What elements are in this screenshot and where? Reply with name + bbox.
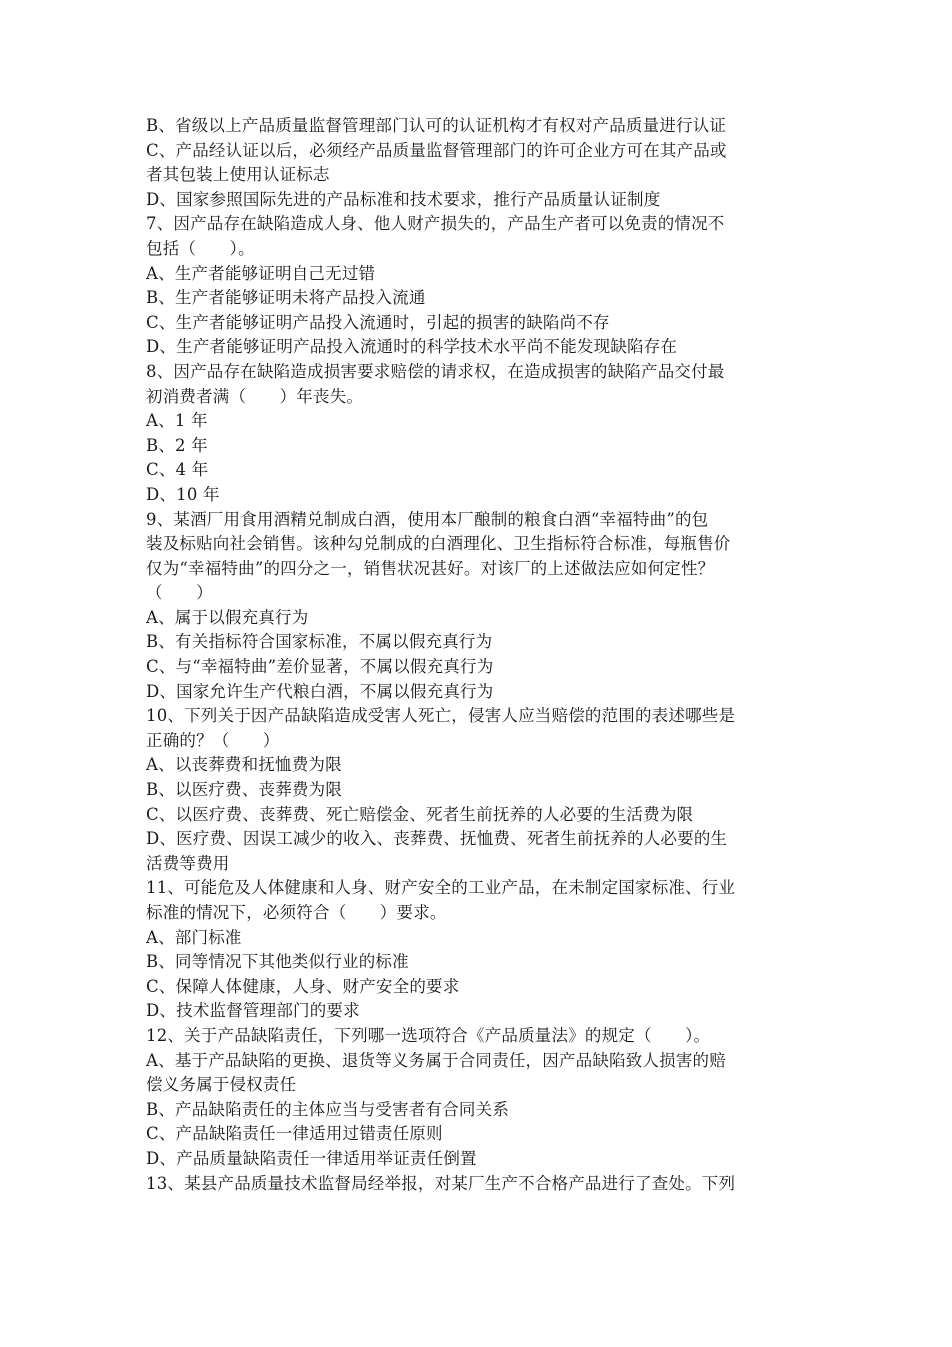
- option-a: A、属于以假充真行为: [146, 607, 309, 627]
- option-a: A、1 年: [146, 411, 208, 431]
- option-a: A、生产者能够证明自己无过错: [146, 263, 376, 283]
- question-7: 7、因产品存在缺陷造成人身、他人财产损失的，产品生产者可以免责的情况不: [146, 214, 725, 234]
- option-b: B、产品缺陷责任的主体应当与受害者有合同关系: [146, 1099, 510, 1119]
- text-line: 装及标贴向社会销售。该种勾兑制成的白酒理化、卫生指标符合标准，每瓶售价: [146, 534, 731, 554]
- question-8: 8、因产品存在缺陷造成损害要求赔偿的请求权，在造成损害的缺陷产品交付最: [146, 361, 725, 381]
- option-b: B、同等情况下其他类似行业的标准: [146, 952, 409, 972]
- question-10: 10、下列关于因产品缺陷造成受害人死亡，侵害人应当赔偿的范围的表述哪些是: [146, 706, 736, 726]
- option-c: C、4 年: [146, 460, 209, 480]
- text-line: 者其包装上使用认证标志: [146, 165, 330, 185]
- option-d: D、医疗费、因误工减少的收入、丧葬费、抚恤费、死者生前抚养的人必要的生: [146, 829, 728, 849]
- option-c: C、生产者能够证明产品投入流通时，引起的损害的缺陷尚不存: [146, 312, 610, 332]
- option-d: D、国家允许生产代粮白酒，不属以假充真行为: [146, 681, 494, 701]
- option-a: A、以丧葬费和抚恤费为限: [146, 755, 342, 775]
- question-9: 9、某酒厂用食用酒精兑制成白酒，使用本厂酿制的粮食白酒“幸福特曲”的包: [146, 509, 709, 529]
- text-line: （ ）: [146, 583, 213, 603]
- option-a: A、基于产品缺陷的更换、退货等义务属于合同责任，因产品缺陷致人损害的赔: [146, 1050, 726, 1070]
- question-11: 11、可能危及人体健康和人身、财产安全的工业产品，在未制定国家标准、行业: [146, 878, 736, 898]
- option-d: D、技术监督管理部门的要求: [146, 1001, 360, 1021]
- option-b: B、2 年: [146, 435, 208, 455]
- text-line: 仅为“幸福特曲”的四分之一，销售状况甚好。对该厂的上述做法应如何定性？: [146, 558, 715, 578]
- option-c: C、与“幸福特曲”差价显著，不属以假充真行为: [146, 657, 494, 677]
- option-b: B、生产者能够证明未将产品投入流通: [146, 288, 426, 308]
- option-d: D、10 年: [146, 484, 220, 504]
- text-line: 标准的情况下，必须符合（ ）要求。: [146, 903, 447, 922]
- option-d: D、产品质量缺陷责任一律适用举证责任倒置: [146, 1148, 477, 1168]
- text-line: D、国家参照国际先进的产品标准和技术要求，推行产品质量认证制度: [146, 189, 661, 209]
- option-b: B、有关指标符合国家标准，不属以假充真行为: [146, 632, 493, 652]
- document-page: [146, 114, 810, 1196]
- option-c: C、产品缺陷责任一律适用过错责任原则: [146, 1124, 443, 1144]
- option-b: B、以医疗费、丧葬费为限: [146, 780, 343, 800]
- text-line: 初消费者满（ ）年丧失。: [146, 386, 364, 406]
- text-line: 包括（ ）。: [146, 238, 255, 258]
- option-c: C、保障人体健康，人身、财产安全的要求: [146, 976, 460, 996]
- text-line: C、产品经认证以后，必须经产品质量监督管理部门的许可企业方可在其产品或: [146, 140, 727, 160]
- text-line: 活费等费用: [146, 853, 230, 873]
- option-d: D、生产者能够证明产品投入流通时的科学技术水平尚不能发现缺陷存在: [146, 337, 678, 357]
- option-c: C、以医疗费、丧葬费、死亡赔偿金、死者生前抚养的人必要的生活费为限: [146, 804, 694, 824]
- text-line: B、省级以上产品质量监督管理部门认可的认证机构才有权对产品质量进行认证: [146, 116, 727, 135]
- option-a: A、部门标准: [146, 927, 242, 947]
- text-line: 偿义务属于侵权责任: [146, 1075, 297, 1095]
- text-line: 正确的？（ ）: [146, 730, 280, 750]
- question-12: 12、关于产品缺陷责任，下列哪一选项符合《产品质量法》的规定（ ）。: [146, 1025, 711, 1045]
- question-13: 13、某县产品质量技术监督局经举报，对某厂生产不合格产品进行了查处。下列: [146, 1173, 736, 1193]
